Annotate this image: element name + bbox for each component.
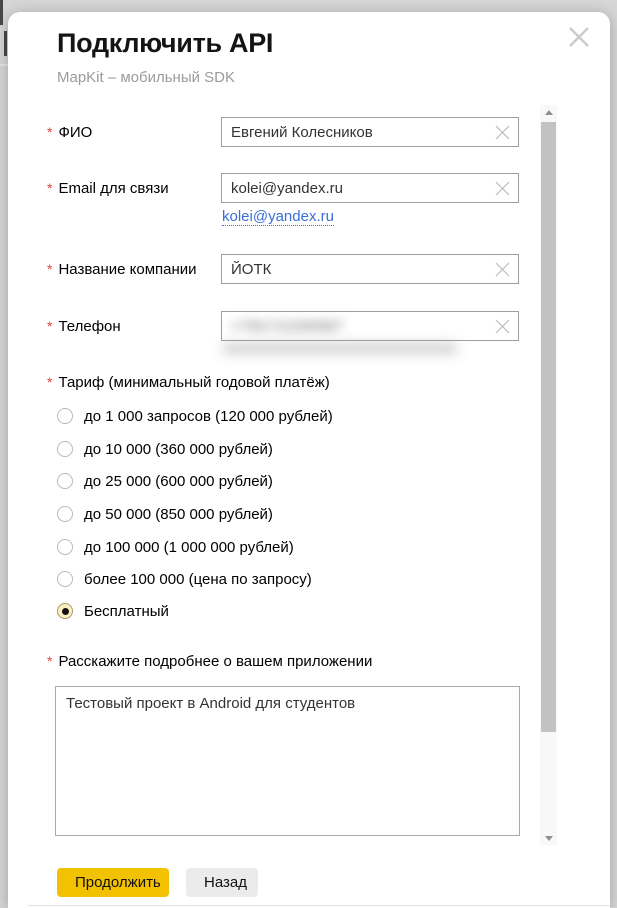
required-marker: * [47, 124, 53, 140]
scroll-down-arrow-icon[interactable] [540, 831, 557, 845]
tariff-option-label: более 100 000 (цена по запросу) [84, 570, 312, 588]
scrollbar-thumb[interactable] [541, 122, 556, 732]
tariff-option-3[interactable] [57, 504, 273, 524]
page-behind-artifact [0, 0, 3, 25]
radio-icon [57, 506, 73, 522]
radio-icon [57, 441, 73, 457]
company-input[interactable] [221, 254, 519, 284]
back-button[interactable]: Назад [186, 868, 258, 897]
phone-label: * Телефон [47, 318, 121, 335]
company-clear-icon[interactable] [492, 259, 512, 279]
clear-x-glyph [494, 318, 511, 335]
tariff-option-label: до 50 000 (850 000 рублей) [84, 505, 273, 523]
tariff-option-label: Бесплатный [84, 602, 169, 620]
clear-x-glyph [494, 261, 511, 278]
scroll-up-arrow-icon[interactable] [540, 105, 557, 119]
tariff-option-label: до 25 000 (600 000 рублей) [84, 472, 273, 490]
fio-label: * ФИО [47, 124, 93, 141]
tariff-option-6-selected[interactable] [57, 601, 169, 621]
phone-redaction-smudge [222, 343, 458, 354]
close-x-glyph [565, 23, 593, 51]
radio-icon [57, 473, 73, 489]
close-icon[interactable] [562, 20, 596, 54]
phone-input[interactable] [221, 311, 519, 341]
email-clear-icon[interactable] [492, 178, 512, 198]
fio-input[interactable] [221, 117, 519, 147]
radio-icon [57, 408, 73, 424]
phone-redacted-value: +79171234567 [231, 317, 344, 335]
tariff-option-label: до 1 000 запросов (120 000 рублей) [84, 407, 333, 425]
page-behind-divider [0, 64, 8, 66]
triangle-up [545, 110, 553, 115]
radio-icon [57, 539, 73, 555]
fio-clear-icon[interactable] [492, 122, 512, 142]
radio-checked-icon [57, 603, 73, 619]
required-marker: * [47, 261, 53, 277]
tariff-option-label: до 10 000 (360 000 рублей) [84, 440, 273, 458]
clear-x-glyph [494, 124, 511, 141]
dialog-scrollbar[interactable] [540, 105, 557, 845]
page-subtitle: MapKit – мобильный SDK [57, 69, 236, 86]
tariff-option-0[interactable] [57, 406, 333, 426]
page-title: Подключить API [57, 28, 274, 58]
connect-api-dialog [8, 12, 610, 908]
tariff-option-5[interactable] [57, 569, 312, 589]
email-suggestion-link[interactable]: kolei@yandex.ru [222, 208, 334, 225]
continue-button[interactable]: Продолжить [57, 868, 169, 897]
email-input[interactable] [221, 173, 519, 203]
tariff-option-1[interactable] [57, 439, 273, 459]
required-marker: * [47, 318, 53, 334]
tariff-label: * Тариф (минимальный годовой платёж) [47, 374, 330, 391]
about-label: * Расскажите подробнее о вашем приложении [47, 653, 373, 670]
phone-clear-icon[interactable] [492, 316, 512, 336]
company-label: * Название компании [47, 261, 197, 278]
page-behind-artifact [4, 31, 7, 56]
tariff-option-label: до 100 000 (1 000 000 рублей) [84, 538, 294, 556]
radio-icon [57, 571, 73, 587]
triangle-down [545, 836, 553, 841]
about-textarea[interactable] [55, 686, 520, 836]
required-marker: * [47, 180, 53, 196]
required-marker: * [47, 653, 53, 669]
radio-dot [62, 608, 69, 615]
required-marker: * [47, 374, 53, 390]
tariff-option-4[interactable] [57, 537, 294, 557]
email-label: * Email для связи [47, 180, 169, 197]
tariff-option-2[interactable] [57, 471, 273, 491]
bottom-divider [28, 905, 610, 906]
clear-x-glyph [494, 180, 511, 197]
